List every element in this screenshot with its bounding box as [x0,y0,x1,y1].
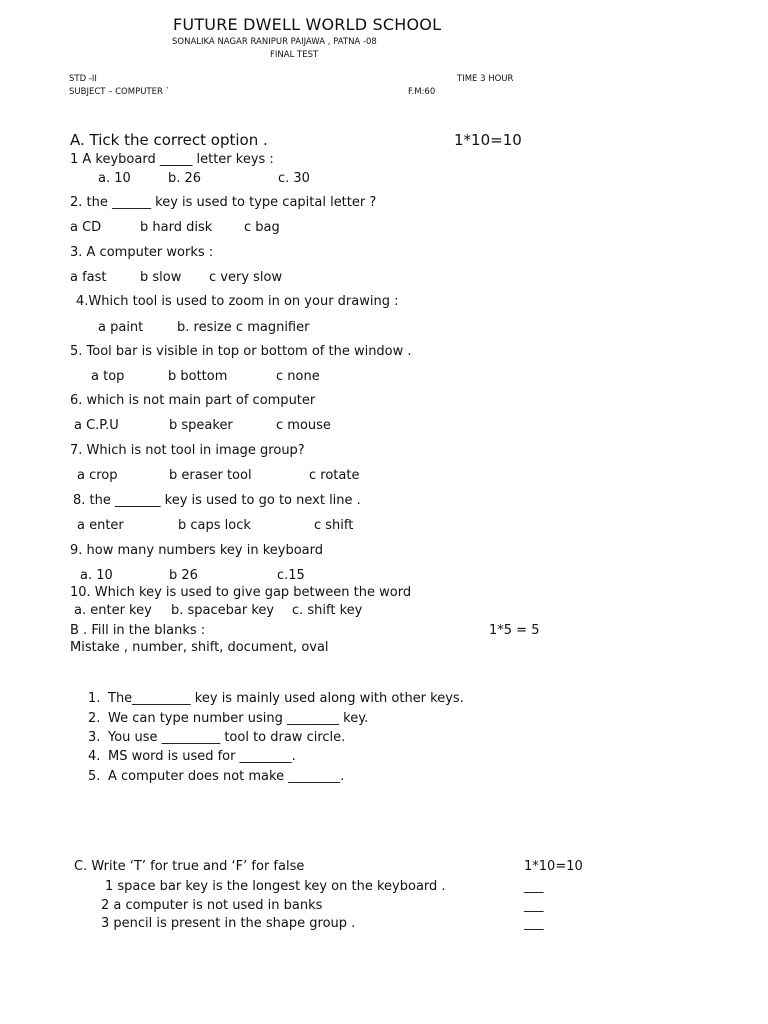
question-8: 8. the _______ key is used to go to next line . [73,493,361,508]
question-5-option-b: b bottom [168,369,228,384]
fill-blank-3: You use _________ tool to draw circle. [108,730,346,745]
question-4-option-bc: b. resize c magnifier [177,320,310,335]
full-marks-label: F.M:60 [408,87,436,97]
question-7: 7. Which is not tool in image group? [70,443,305,458]
question-8-option-a: a enter [77,518,124,533]
question-7-option-c: c rotate [309,468,360,483]
fill-blank-5: A computer does not make ________. [108,769,345,784]
question-7-option-a: a crop [77,468,118,483]
section-b-marks: 1*5 = 5 [489,623,540,638]
question-2: 2. the ______ key is used to type capital letter ? [70,195,377,210]
exam-title: FINAL TEST [270,50,319,60]
question-1-option-a: a. 10 [98,171,131,186]
question-5: 5. Tool bar is visible in top or bottom of the window . [70,344,412,359]
true-false-2-blank: ___ [524,898,544,913]
question-6-option-c: c mouse [276,418,331,433]
question-2-option-b: b hard disk [140,220,213,235]
fill-blank-4-number: 4. [88,749,101,764]
fill-blank-5-number: 5. [88,769,101,784]
question-9-option-c: c.15 [277,568,305,583]
question-10: 10. Which key is used to give gap between the word [70,585,412,600]
section-c-marks: 1*10=10 [524,859,583,874]
question-8-option-b: b caps lock [178,518,251,533]
question-9: 9. how many numbers key in keyboard [70,543,323,558]
question-2-option-a: a CD [70,220,102,235]
true-false-1-blank: ___ [524,879,544,894]
time-label: TIME 3 HOUR [457,74,514,84]
std-label: STD -II [69,74,97,84]
question-8-option-c: c shift [314,518,354,533]
school-address: SONALIKA NAGAR RANIPUR PAIJAWA , PATNA -08 [172,37,377,47]
subject-label: SUBJECT – COMPUTER ` [69,87,170,97]
true-false-2: 2 a computer is not used in banks [101,898,323,913]
fill-blank-1: The_________ key is mainly used along with other keys. [108,691,464,706]
question-3-option-b: b slow [140,270,182,285]
fill-blank-2: We can type number using ________ key. [108,711,369,726]
fill-blank-4: MS word is used for ________. [108,749,296,764]
question-5-option-a: a top [91,369,125,384]
question-1-option-c: c. 30 [278,171,310,186]
section-b-word-bank: Mistake , number, shift, document, oval [70,640,329,655]
fill-blank-3-number: 3. [88,730,101,745]
question-6-option-a: a C.P.U [74,418,119,433]
question-3: 3. A computer works : [70,245,214,260]
question-1: 1 A keyboard _____ letter keys : [70,152,274,167]
question-3-option-a: a fast [70,270,107,285]
question-9-option-b: b 26 [169,568,198,583]
question-3-option-c: c very slow [209,270,283,285]
question-4-option-a: a paint [98,320,144,335]
question-10-option-c: c. shift key [292,603,363,618]
section-a-title: A. Tick the correct option . [70,131,268,149]
section-a-marks: 1*10=10 [454,131,522,149]
true-false-3: 3 pencil is present in the shape group . [101,916,356,931]
school-name: FUTURE DWELL WORLD SCHOOL [173,15,442,34]
question-9-option-a: a. 10 [80,568,113,583]
question-7-option-b: b eraser tool [169,468,252,483]
question-10-option-a: a. enter key [74,603,152,618]
section-c-title: C. Write ‘T’ for true and ‘F’ for false [74,859,305,874]
question-2-option-c: c bag [244,220,280,235]
true-false-1: 1 space bar key is the longest key on the keyboard . [105,879,446,894]
question-4: 4.Which tool is used to zoom in on your drawing : [76,294,399,309]
section-b-title: B . Fill in the blanks : [70,623,206,638]
fill-blank-1-number: 1. [88,691,101,706]
true-false-3-blank: ___ [524,916,544,931]
question-5-option-c: c none [276,369,320,384]
fill-blank-2-number: 2. [88,711,101,726]
question-1-option-b: b. 26 [168,171,202,186]
question-6-option-b: b speaker [169,418,233,433]
question-6: 6. which is not main part of computer [70,393,316,408]
question-10-option-b: b. spacebar key [171,603,275,618]
